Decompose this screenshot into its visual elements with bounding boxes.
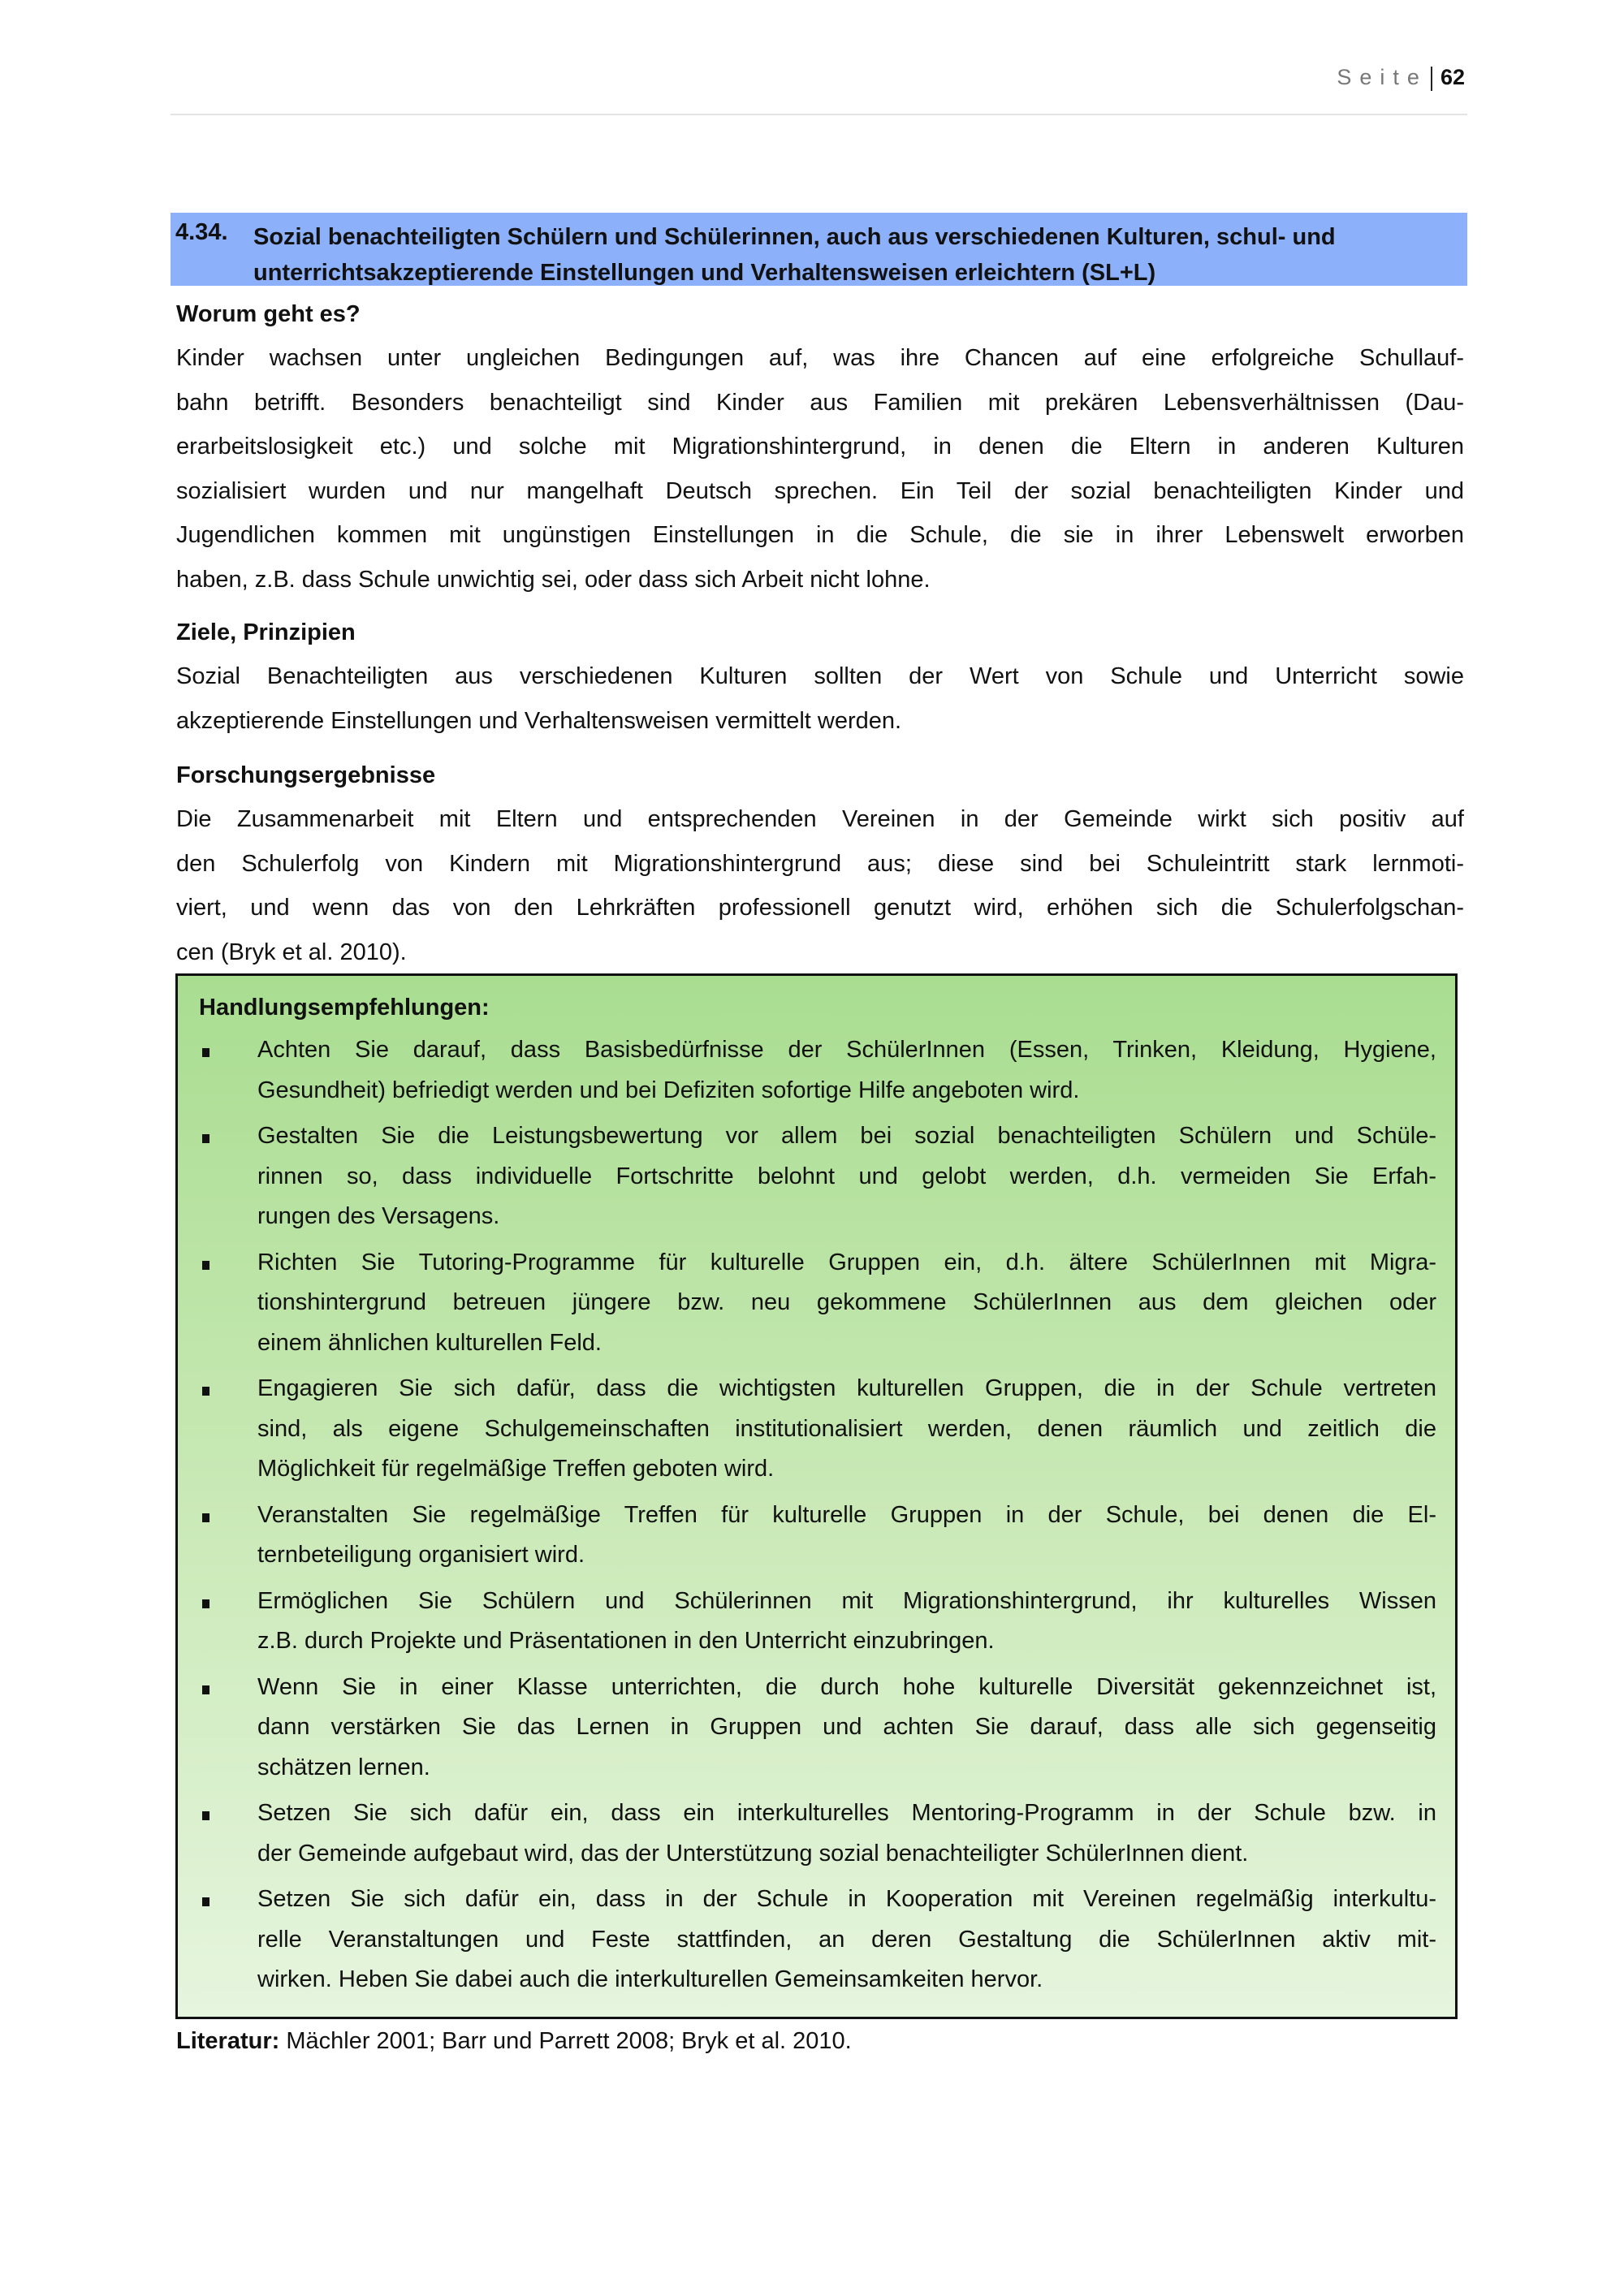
bullet-square-icon [202,1811,209,1820]
bullet-square-icon [202,1897,209,1906]
page-header [1337,65,1465,91]
recommendation-line: sind, als eigene Schulgemeinschaften institutionalisiert werden, denen räumlich und zeitlich die [257,1415,1436,1442]
paragraph-line: haben, z.B. dass Schule unwichtig sei, oder dass sich Arbeit nicht lohne. [176,566,931,593]
paragraph-line: den Schulerfolg von Kindern mit Migrationshintergrund aus; diese sind bei Schuleintritt stark lernmoti- [176,850,1464,877]
bullet-square-icon [202,1387,209,1396]
bullet-square-icon [202,1599,209,1608]
recommendation-line: Veranstalten Sie regelmäßige Treffen für kulturelle Gruppen in der Schule, bei denen die El- [257,1501,1436,1528]
paragraph-line: Sozial Benachteiligten aus verschiedenen Kulturen sollten der Wert von Schule und Unterricht sowie [176,663,1464,689]
literature-text: Mächler 2001; Barr und Parrett 2008; Bryk et al. 2010. [279,2028,852,2054]
paragraph-line: Kinder wachsen unter ungleichen Bedingungen auf, was ihre Chancen auf eine erfolgreiche Schullauf- [176,345,1464,371]
recommendation-line: ternbeteiligung organisiert wird. [257,1542,585,1568]
section-ziele [176,611,1464,743]
recommendation-line: rungen des Versagens. [257,1203,500,1229]
paragraph-line: viert, und wenn das von den Lehrkräften professionell genutzt wird, erhöhen sich die Schulerfolgschan- [176,895,1464,921]
bullet-square-icon [202,1134,209,1143]
recommendation-line: Richten Sie Tutoring-Programme für kulturelle Gruppen ein, d.h. ältere SchülerInnen mit Migra- [257,1249,1436,1275]
literature-label: Literatur: [176,2028,280,2054]
paragraph-line: sozialisiert wurden und nur mangelhaft Deutsch sprechen. Ein Teil der sozial benachteiligten Kinder und [176,477,1464,504]
header-separator [1431,67,1432,91]
recommendation-line: Gesundheit) befriedigt werden und bei Defiziten sofortige Hilfe angeboten wird. [257,1077,1080,1103]
bullet-square-icon [202,1513,209,1522]
section-worum [176,292,1464,602]
recommendation-line: Wenn Sie in einer Klasse unterrichten, die durch hohe kulturelle Diversität gekennzeichnet ist, [257,1673,1436,1700]
bullet-square-icon [202,1261,209,1270]
section-title-line: Sozial benachteiligten Schülern und Schülerinnen, auch aus verschiedenen Kulturen, schul- und [253,224,1336,250]
paragraph-line: Die Zusammenarbeit mit Eltern und entsprechenden Vereinen in der Gemeinde wirkt sich positiv auf [176,806,1464,832]
recommendation-line: Setzen Sie sich dafür ein, dass in der Schule in Kooperation mit Vereinen regelmäßig interkultu- [257,1886,1436,1912]
page-label: Seite [1337,65,1427,89]
section-title-line: unterrichtsakzeptierende Einstellungen und Verhaltensweisen erleichtern (SL+L) [253,260,1156,286]
paragraph-line: akzeptierende Einstellungen und Verhaltensweisen vermittelt werden. [176,707,902,734]
recommendation-line: dann verstärken Sie das Lernen in Gruppen und achten Sie darauf, dass alle sich gegenseitig [257,1714,1436,1740]
recommendation-line: der Gemeinde aufgebaut wird, das der Unterstützung sozial benachteiligter SchülerInnen dient. [257,1840,1249,1867]
recommendation-line: Engagieren Sie sich dafür, dass die wichtigsten kulturellen Gruppen, die in der Schule vertreten [257,1375,1436,1401]
recommendation-line: Ermöglichen Sie Schülern und Schülerinnen mit Migrationshintergrund, ihr kulturelles Wissen [257,1587,1436,1614]
recommendations-box [175,973,1458,2019]
page-number: 62 [1440,65,1465,89]
recommendation-line: Möglichkeit für regelmäßige Treffen geboten wird. [257,1456,775,1482]
literature [176,2019,852,2063]
recommendations-title: Handlungsempfehlungen: [199,995,490,1021]
recommendation-line: wirken. Heben Sie dabei auch die interkulturellen Gemeinsamkeiten hervor. [257,1966,1043,1992]
recommendation-line: Achten Sie darauf, dass Basisbedürfnisse der SchülerInnen (Essen, Trinken, Kleidung, Hygiene, [257,1037,1436,1063]
recommendation-line: tionshintergrund betreuen jüngere bzw. neu gekommene SchülerInnen aus dem gleichen oder [257,1289,1436,1315]
section-heading [171,213,1467,286]
section-number: 4.34. [175,219,228,245]
recommendation-line: schätzen lernen. [257,1754,430,1780]
recommendation-line: einem ähnlichen kulturellen Feld. [257,1329,602,1356]
paragraph-line: cen (Bryk et al. 2010). [176,939,407,965]
paragraph-line: Jugendlichen kommen mit ungünstigen Einstellungen in die Schule, die sie in ihrer Lebenswelt erworben [176,522,1464,548]
recommendation-line: z.B. durch Projekte und Präsentationen in den Unterricht einzubringen. [257,1628,995,1654]
paragraph-line: erarbeitslosigkeit etc.) und solche mit Migrationshintergrund, in denen die Eltern in anderen Kulturen [176,434,1464,460]
recommendation-line: Setzen Sie sich dafür ein, dass ein interkulturelles Mentoring-Programm in der Schule bzw. in [257,1800,1436,1826]
bullet-square-icon [202,1048,209,1057]
paragraph-line: bahn betrifft. Besonders benachteiligt sind Kinder aus Familien mit prekären Lebensverhältnissen (Dau- [176,389,1464,416]
subheading-forschung: Forschungsergebnisse [176,762,436,788]
subheading-ziele: Ziele, Prinzipien [176,619,356,645]
recommendation-line: relle Veranstaltungen und Feste stattfinden, an deren Gestaltung die SchülerInnen aktiv mit- [257,1926,1436,1953]
section-forschung [176,753,1464,974]
header-rule [171,114,1467,115]
bullet-square-icon [202,1685,209,1694]
recommendation-line: rinnen so, dass individuelle Fortschritte belohnt und gelobt werden, d.h. vermeiden Sie Erfah- [257,1163,1436,1189]
recommendation-line: Gestalten Sie die Leistungsbewertung vor allem bei sozial benachteiligten Schülern und Schüle- [257,1123,1436,1149]
subheading-worum: Worum geht es? [176,301,361,327]
